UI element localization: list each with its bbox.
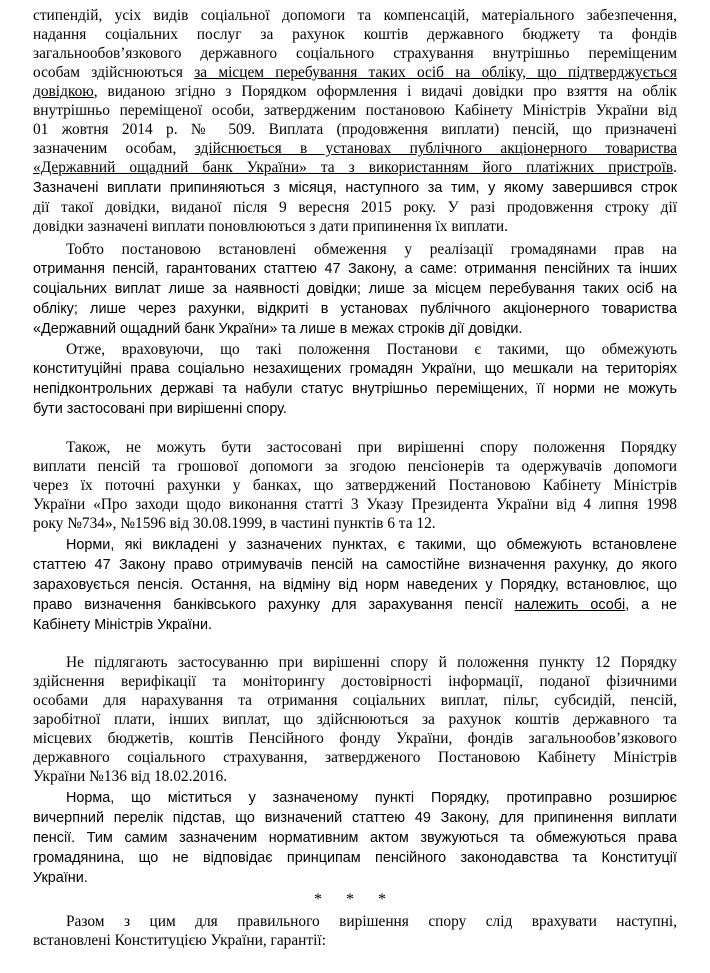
paragraph-4-line-5: року №734», №1596 від 30.08.1999, в частині пунктів 6 та 12. bbox=[33, 515, 436, 532]
paragraph-6-line-6: державного соціального страхування, затвердженого Постановою Кабінету Міністрів bbox=[33, 749, 677, 766]
paragraph-6-line-4: заробітної плати, інших виплат, що здійснюються за рахунок коштів державного та bbox=[33, 711, 677, 728]
underlined-text: «Державний ощадний банк України» та з використанням його платіжних пристроїв bbox=[33, 159, 674, 176]
underlined-text: довідкою bbox=[33, 83, 94, 100]
paragraph-6-line-2: здійснення верифікації та моніторингу достовірності інформації, поданої фізичними bbox=[33, 673, 677, 690]
paragraph-4-line-1: Також, не можуть бути застосовані при вирішенні спору положення Порядку bbox=[66, 439, 677, 456]
text-run: право визначення банківського рахунку для зарахування пенсії bbox=[33, 597, 515, 613]
paragraph-5-line-2: статтею 47 Закону право отримувачів пенсій на самостійне визначення рахунку, до якого bbox=[33, 557, 677, 573]
paragraph-7-line-5: України. bbox=[33, 870, 88, 886]
paragraph-7-line-1: Норма, що міститься у зазначеному пункті Порядку, протиправно розширює bbox=[66, 790, 677, 806]
paragraph-5-line-5: Кабінету Міністрів України. bbox=[33, 617, 212, 633]
paragraph-1-line-4 bbox=[33, 63, 677, 82]
paragraph-3-line-4: бути застосовані при вирішенні спору. bbox=[33, 401, 287, 417]
underlined-text: за місцем перебування таких осіб на обліку, що підтверджується bbox=[194, 64, 677, 81]
paragraph-2-line-2: отримання пенсій, гарантованих статтею 47 Закону, а саме: отримання пенсійних та інших bbox=[33, 261, 677, 277]
paragraph-3-line-2: конституційні права соціально незахищених громадян України, що мешкали на територіях bbox=[33, 361, 677, 377]
paragraph-4-line-4: України «Про заходи щодо виконання статті 3 Указу Президента України від 4 липня 1998 bbox=[33, 496, 677, 513]
paragraph-1-line-3: загальнообов’язкового державного соціального страхування внутрішньо переміщеним bbox=[33, 45, 677, 62]
text-run: , виданою згідно з Порядком оформлення і видачі довідки про взяття на облік bbox=[93, 83, 677, 100]
paragraph-2-line-3: соціальних виплат лише за наявності довідки; лише за місцем перебування таких осіб на bbox=[33, 281, 677, 297]
paragraph-6-line-3: особами для нарахування та отримання соціальних виплат, пільг, субсидій, пенсій, bbox=[33, 692, 677, 709]
paragraph-7-line-3: пенсії. Тим самим зазначеним нормативним актом звужуються та обмежуються права bbox=[33, 830, 677, 846]
paragraph-8-line-1: Разом з цим для правильного вирішення спору слід врахувати наступні, bbox=[66, 913, 677, 930]
paragraph-1-line-10: Зазначені виплати припиняються з місяця, наступного за тим, у якому завершився строк bbox=[33, 180, 677, 196]
underlined-text: здійснюється в установах публічного акціонерного товариства bbox=[194, 140, 677, 157]
paragraph-4-line-2: виплати пенсій та грошової допомоги за згодою пенсіонерів та одержувачів допомоги bbox=[33, 458, 677, 475]
paragraph-5-line-3: зараховується пенсія. Остання, на відміну від норм наведених у Порядку, встановлює, що bbox=[33, 577, 677, 593]
paragraph-3-line-3: непідконтрольних державі та набули статус внутрішньо переміщених, її норми не можуть bbox=[33, 381, 677, 397]
paragraph-1-line-9 bbox=[33, 158, 677, 177]
paragraph-7-line-2: вичерпний перелік підстав, що визначений статтею 49 Закону, для припинення виплати bbox=[33, 810, 677, 826]
paragraph-1-line-1: стипендій, усіх видів соціальної допомоги та компенсацій, матеріального забезпечення, bbox=[33, 7, 677, 24]
paragraph-6-line-5: місцевих бюджетів, коштів Пенсійного фонду України, фондів загальнообов’язкового bbox=[33, 730, 677, 747]
paragraph-5-line-4 bbox=[33, 596, 677, 615]
text-run: , а не bbox=[625, 597, 677, 613]
paragraph-6-line-7: України №136 від 18.02.2016. bbox=[33, 768, 228, 785]
paragraph-3-line-1: Отже, враховуючи, що такі положення Постанови є такими, що обмежують bbox=[66, 341, 677, 358]
text-run: зазначеним особам, bbox=[33, 140, 195, 157]
paragraph-2-line-4: обліку; лише через рахунки, відкриті в установах публічного акціонерного товариства bbox=[33, 301, 677, 317]
paragraph-1-line-12: довідки зазначені виплати поновлюються з дати припинення їх виплати. bbox=[33, 218, 508, 235]
paragraph-1-line-5 bbox=[33, 82, 677, 101]
paragraph-2-line-1: Тобто постановою встановлені обмеження у реалізації громадянами прав на bbox=[66, 241, 677, 258]
underlined-text: належить особі bbox=[514, 597, 626, 613]
paragraph-1-line-8 bbox=[33, 139, 677, 158]
paragraph-8-line-2: встановлені Конституцією України, гарантії: bbox=[33, 932, 326, 949]
paragraph-1-line-6: внутрішньо переміщеної особи, затвердженим постановою Кабінету Міністрів України від bbox=[33, 102, 677, 119]
paragraph-4-line-3: через їх поточні рахунки у банках, що затверджений Постановою Кабінету Міністрів bbox=[33, 477, 677, 494]
text-run: особам здійснюються bbox=[33, 64, 195, 81]
paragraph-2-line-5: «Державний ощадний банк України» та лише в межах строків дії довідки. bbox=[33, 321, 523, 337]
paragraph-1-line-2: надання соціальних послуг за рахунок коштів державного бюджету та фондів bbox=[33, 26, 677, 43]
paragraph-1-line-7: 01 жовтня 2014 р. № 509. Виплата (продовження виплати) пенсій, що призначені bbox=[33, 121, 677, 138]
section-separator: * * * bbox=[314, 891, 396, 908]
paragraph-7-line-4: громадянина, що не відповідає принципам пенсійного законодавства та Конституції bbox=[33, 850, 677, 866]
paragraph-5-line-1: Норми, які викладені у зазначених пунктах, є такими, що обмежують встановлене bbox=[66, 537, 677, 553]
text-run: . bbox=[673, 159, 677, 176]
paragraph-1-line-11: дії такої довідки, виданої після 9 вересня 2015 року. У разі продовження строку дії bbox=[33, 199, 677, 216]
paragraph-6-line-1: Не підлягають застосуванню при вирішенні спору й положення пункту 12 Порядку bbox=[66, 654, 677, 671]
